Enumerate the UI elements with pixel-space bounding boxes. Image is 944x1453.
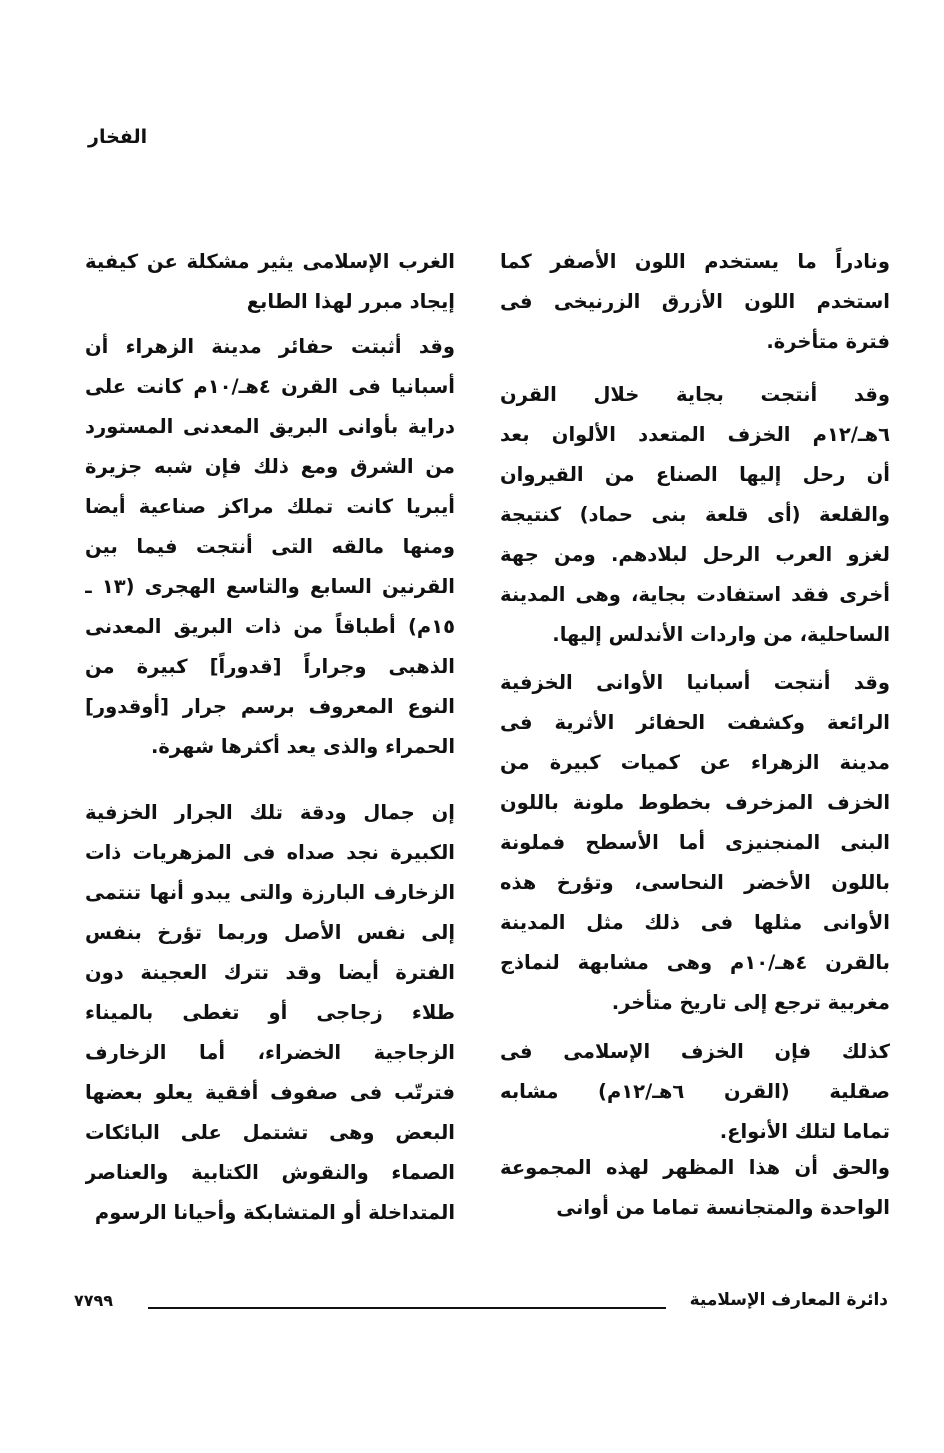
text-line: الخزف المزخرف بخطوط ملونة باللون (500, 791, 890, 814)
text-line: الذهبى وجراراً [قدوراً] كبيرة من (85, 655, 455, 678)
text-line: مغربية ترجع إلى تاريخ متأخر. (611, 991, 890, 1014)
text-line: أن رحل إليها الصناع من القيروان (500, 463, 890, 486)
text-line: بالقرن ٤هـ/١٠م وهى مشابهة لنماذج (500, 951, 890, 974)
text-line: أسبانيا فى القرن ٤هـ/١٠م كانت على (85, 375, 455, 398)
text-line: أخرى فقد استفادت بجاية، وهى المدينة (500, 583, 890, 606)
paragraph (500, 375, 890, 655)
text-line: إلى نفس الأصل وربما تؤرخ بنفس (85, 921, 455, 944)
text-line: كذلك فإن الخزف الإسلامى فى (500, 1040, 890, 1063)
paragraph (85, 793, 455, 1233)
running-header: الفخار (88, 126, 148, 148)
text-line: تماما لتلك الأنواع. (719, 1120, 890, 1143)
text-line: فترة متأخرة. (766, 330, 890, 353)
paragraph (500, 1148, 890, 1228)
text-line: إن جمال ودقة تلك الجرار الخزفية (85, 801, 455, 824)
text-line: الغرب الإسلامى يثير مشكلة عن كيفية (85, 250, 455, 273)
text-line: الفترة أيضا وقد تترك العجينة دون (85, 961, 455, 984)
text-line: الحمراء والذى يعد أكثرها شهرة. (151, 735, 455, 758)
text-line: النوع المعروف برسم جرار [أوقدور] (85, 695, 455, 718)
paragraph (85, 327, 455, 767)
text-line: الرائعة وكشفت الحفائر الأثرية فى (500, 711, 890, 734)
text-line: أيبريا كانت تملك مراكز صناعية أيضا (85, 495, 455, 518)
text-line: المتداخلة أو المتشابكة وأحيانا الرسوم (94, 1201, 455, 1224)
footer-publication-title: دائرة المعارف الإسلامية (689, 1290, 888, 1310)
text-line: الساحلية، من واردات الأندلس إليها. (552, 623, 890, 646)
text-line: دراية بأوانى البريق المعدنى المستورد (85, 415, 455, 438)
text-line: الأوانى مثلها فى ذلك مثل المدينة (500, 911, 890, 934)
text-line: استخدم اللون الأزرق الزرنيخى فى (500, 290, 890, 313)
text-line: ونادراً ما يستخدم اللون الأصفر كما (500, 250, 890, 273)
text-line: صقلية (القرن ٦هـ/١٢م) مشابه (500, 1080, 890, 1103)
text-line: فترتّب فى صفوف أفقية يعلو بعضها (85, 1081, 455, 1104)
text-line: وقد أنتجت بجاية خلال القرن (500, 383, 890, 406)
paragraph (500, 1032, 890, 1152)
text-line: ١٥م) أطباقاً من ذات البريق المعدنى (85, 615, 455, 638)
text-line: الزجاجية الخضراء، أما الزخارف (85, 1041, 455, 1064)
paragraph (85, 242, 455, 322)
text-line: الزخارف البارزة والتى يبدو أنها تنتمى (85, 881, 455, 904)
text-line: وقد أثبتت حفائر مدينة الزهراء أن (85, 335, 455, 358)
text-line: والحق أن هذا المظهر لهذه المجموعة (500, 1156, 890, 1179)
text-line: ٦هـ/١٢م الخزف المتعدد الألوان بعد (500, 423, 890, 446)
text-line: الواحدة والمتجانسة تماما من أوانى (556, 1196, 890, 1219)
text-line: ومنها مالقه التى أنتجت فيما بين (85, 535, 455, 558)
text-line: طلاء زجاجى أو تغطى بالميناء (85, 1001, 455, 1024)
text-line: البعض وهى تشتمل على البائكات (85, 1121, 455, 1144)
text-line: باللون الأخضر النحاسى، وتؤرخ هذه (500, 871, 890, 894)
text-line: لغزو العرب الرحل لبلادهم. ومن جهة (500, 543, 890, 566)
text-line: مدينة الزهراء عن كميات كبيرة من (500, 751, 890, 774)
text-line: القرنين السابع والتاسع الهجرى (١٣ ـ (85, 575, 455, 598)
footer-divider (148, 1307, 666, 1309)
page-number: ٧٧٩٩ (74, 1291, 114, 1310)
text-line: الكبيرة نجد صداه فى المزهريات ذات (85, 841, 455, 864)
text-line: إيجاد مبرر لهذا الطابع (246, 290, 455, 313)
text-line: والقلعة (أى قلعة بنى حماد) كنتيجة (500, 503, 890, 526)
text-line: من الشرق ومع ذلك فإن شبه جزيرة (85, 455, 455, 478)
text-line: البنى المنجنيزى أما الأسطح فملونة (500, 831, 890, 854)
text-line: الصماء والنقوش الكتابية والعناصر (85, 1161, 455, 1184)
paragraph (500, 663, 890, 1023)
text-line: وقد أنتجت أسبانيا الأوانى الخزفية (500, 671, 890, 694)
paragraph (500, 242, 890, 362)
